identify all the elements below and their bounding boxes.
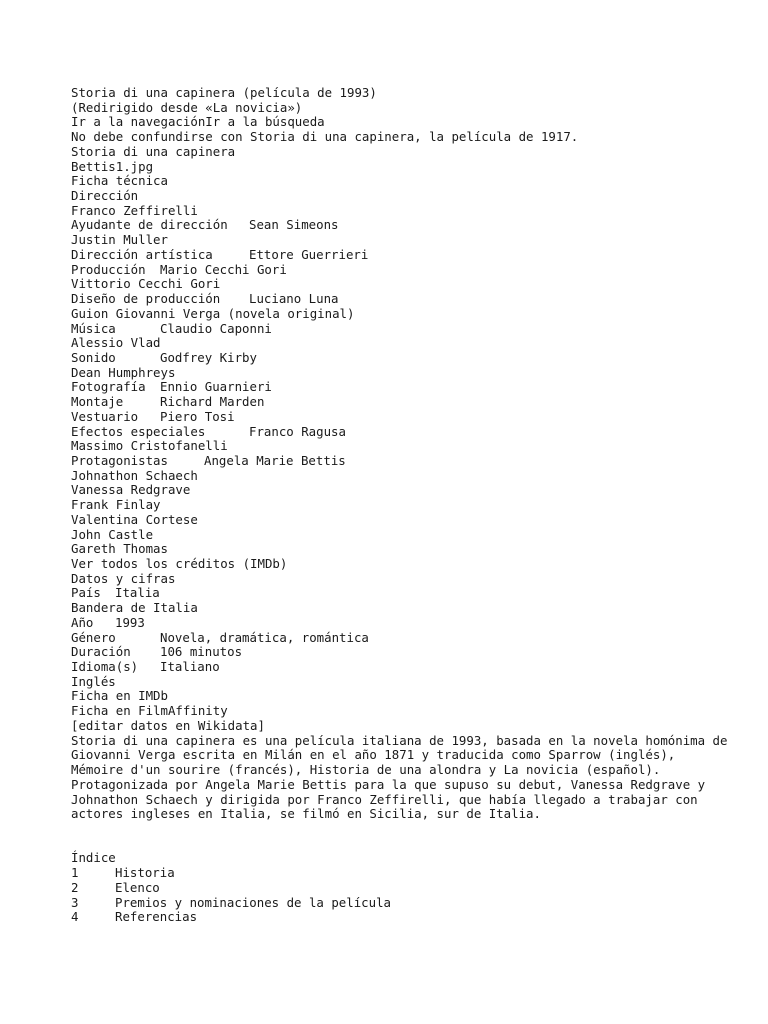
ayudante-value-2: Justin Muller	[71, 232, 168, 248]
montaje-value: Richard Marden	[160, 394, 265, 410]
produccion-value-2[interactable]: Vittorio Cecchi Gori	[71, 276, 221, 292]
ver-creditos-link[interactable]: Ver todos los créditos (IMDb)	[71, 556, 288, 571]
edit-wikidata-link[interactable]: [editar datos en Wikidata]	[71, 717, 265, 733]
montaje-label: Montaje	[71, 394, 124, 410]
efectos-row	[71, 425, 731, 440]
toc-item[interactable]	[71, 881, 731, 896]
vestuario-value[interactable]: Piero Tosi	[160, 408, 235, 424]
disambiguation-note: No debe confundirse con Storia di una capinera, la película de 1917.	[71, 129, 579, 145]
produccion-value[interactable]: Mario Cecchi Gori	[160, 261, 287, 277]
produccion-label: Producción	[71, 261, 146, 277]
infobox-title: Storia di una capinera	[71, 143, 236, 159]
artistica-value: Ettore Guerrieri	[249, 246, 369, 262]
vestuario-row	[71, 410, 731, 425]
protagonista-item[interactable]: Vanessa Redgrave	[71, 482, 191, 498]
toc-number: 4	[71, 909, 79, 925]
montaje-row	[71, 395, 731, 410]
toc-number: 3	[71, 894, 79, 910]
protagonista-item[interactable]: Frank Finlay	[71, 497, 161, 513]
duracion-row	[71, 645, 731, 660]
musica-value-2: Alessio Vlad	[71, 335, 161, 351]
duracion-label: Duración	[71, 644, 131, 660]
toc-label[interactable]: Premios y nominaciones de la película	[115, 894, 392, 910]
idioma-label: Idioma(s)	[71, 659, 139, 675]
document-page	[71, 86, 731, 925]
protagonista-item[interactable]: John Castle	[71, 526, 154, 542]
vestuario-label: Vestuario	[71, 408, 139, 424]
genero-row	[71, 631, 731, 646]
pais-label: País	[71, 585, 101, 601]
ano-label: Año	[71, 614, 94, 630]
protagonista-item[interactable]: Angela Marie Bettis	[204, 452, 346, 468]
diseno-value: Luciano Luna	[249, 291, 339, 307]
redirect-note: (Redirigido desde «La novicia»)	[71, 99, 303, 115]
nav-links[interactable]: Ir a la navegaciónIr a la búsqueda	[71, 114, 325, 130]
protagonista-item[interactable]: Valentina Cortese	[71, 511, 198, 527]
toc-item[interactable]	[71, 896, 731, 911]
musica-value: Claudio Caponni	[160, 320, 272, 336]
protagonista-item[interactable]: Gareth Thomas	[71, 541, 168, 557]
protagonistas-row	[71, 454, 731, 469]
ayudante-value: Sean Simeons	[249, 217, 339, 233]
toc-number: 1	[71, 865, 79, 881]
page-title: Storia di una capinera (película de 1993)	[71, 85, 377, 100]
guion-row: Guion Giovanni Verga (novela original)	[71, 305, 355, 321]
intro-paragraph: Storia di una capinera es una película italiana de 1993, basada en la novela homónima de Giovanni Verga escrita en Milán en el año 1871 y traducida como Sparrow (inglés), Mémoire d'un sourire (francés), Historia de una alondra y La novicia (español). Protagonizada por Angela Marie Bettis para la que supuso su debut, Vanessa Redgrave y Johnathon Schaech y dirigida por Franco Zeffirelli, que había llegado a trabajar con actores ingleses en Italia, se filmó en Sicilia, sur de Italia.	[71, 732, 728, 822]
direccion-label: Dirección	[71, 188, 139, 204]
artistica-label: Dirección artística	[71, 246, 213, 262]
direccion-value[interactable]: Franco Zeffirelli	[71, 202, 198, 218]
sonido-label: Sonido	[71, 349, 116, 365]
toc-title: Índice	[71, 850, 116, 866]
ano-value[interactable]: 1993	[115, 614, 145, 630]
duracion-value: 106 minutos	[160, 644, 243, 660]
infobox-image-link[interactable]: Bettis1.jpg	[71, 158, 154, 174]
toc-item[interactable]	[71, 910, 731, 925]
fotografia-label: Fotografía	[71, 379, 146, 395]
fotografia-value: Ennio Guarnieri	[160, 379, 272, 395]
sonido-row	[71, 351, 731, 366]
efectos-value-2: Massimo Cristofanelli	[71, 438, 228, 454]
pais-row	[71, 586, 731, 601]
spacer	[71, 822, 731, 851]
ayudante-label: Ayudante de dirección	[71, 217, 228, 233]
diseno-label: Diseño de producción	[71, 291, 221, 307]
sonido-value-2: Dean Humphreys	[71, 364, 176, 380]
artistica-row	[71, 248, 731, 263]
toc-number: 2	[71, 879, 79, 895]
section-datos-cifras: Datos y cifras	[71, 570, 176, 586]
toc-item[interactable]	[71, 866, 731, 881]
toc-label[interactable]: Elenco	[115, 879, 160, 895]
pais-value[interactable]: Italia	[115, 585, 160, 601]
toc-label[interactable]: Referencias	[115, 909, 198, 925]
toc-label[interactable]: Historia	[115, 865, 175, 881]
efectos-label: Efectos especiales	[71, 423, 206, 439]
diseno-row	[71, 292, 731, 307]
filmaffinity-link[interactable]: Ficha en FilmAffinity	[71, 703, 228, 719]
fotografia-row	[71, 380, 731, 395]
idioma-value-2[interactable]: Inglés	[71, 673, 116, 689]
efectos-value: Franco Ragusa	[249, 423, 346, 439]
musica-row	[71, 322, 731, 337]
imdb-link[interactable]: Ficha en IMDb	[71, 688, 168, 704]
ayudante-row	[71, 218, 731, 233]
protagonistas-label: Protagonistas	[71, 452, 168, 468]
protagonista-item[interactable]: Johnathon Schaech	[71, 467, 198, 483]
sonido-value: Godfrey Kirby	[160, 349, 257, 365]
produccion-row	[71, 263, 731, 278]
flag-image-link[interactable]: Bandera de Italia	[71, 600, 198, 616]
genero-value: Novela, dramática, romántica	[160, 629, 369, 645]
musica-label: Música	[71, 320, 116, 336]
genero-label: Género	[71, 629, 116, 645]
ano-row	[71, 616, 731, 631]
idioma-row	[71, 660, 731, 675]
section-ficha-tecnica: Ficha técnica	[71, 173, 168, 189]
idioma-value[interactable]: Italiano	[160, 659, 220, 675]
